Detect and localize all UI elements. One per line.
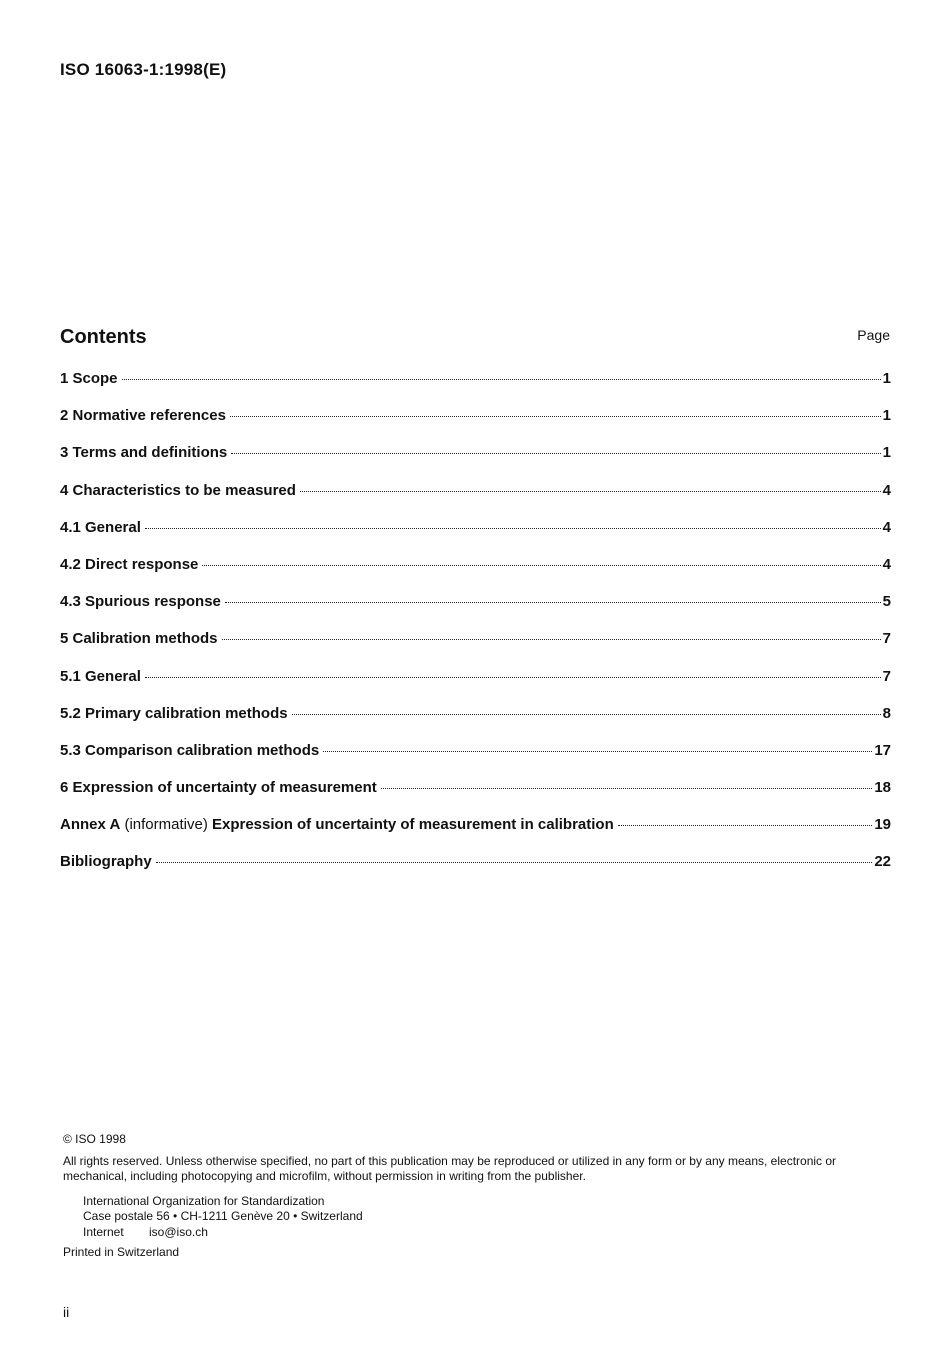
toc-entry-spurious-response[interactable] [60,593,891,630]
toc-entry-title: 5.3 Comparison calibration methods [60,741,320,759]
toc-entry-normative-references[interactable] [60,407,891,444]
toc-entry-page: 5 [882,593,891,611]
toc-entry-page: 19 [874,816,891,834]
toc-entry-direct-response[interactable] [60,556,891,593]
page-column-label: Page [857,327,890,343]
toc-entry-page: 4 [882,555,891,573]
toc-entry-terms-definitions[interactable] [60,444,891,481]
toc-entry-page: 4 [882,481,891,499]
toc-entry-title: Bibliography [60,853,152,871]
copyright-block [63,1132,898,1261]
annex-label: Annex A [60,816,121,834]
toc-entry-calibration-methods[interactable] [60,630,891,667]
dot-leader [381,788,873,789]
dot-leader [230,416,881,417]
dot-leader [300,491,881,492]
toc-entry-page: 1 [882,444,891,462]
organization-postal-address: Case postale 56 • CH-1211 Genève 20 • Switzerland [83,1209,363,1223]
toc-entry-title: 4.1 General [60,518,141,536]
dot-leader [292,714,881,715]
organization-name: International Organization for Standardization [83,1193,325,1208]
toc-entry-title: 5 Calibration methods [60,630,218,648]
document-code: ISO 16063-1:1998(E) [60,60,227,79]
table-of-contents [60,370,891,891]
dot-leader [222,639,881,640]
toc-entry-title: 1 Scope [60,370,118,387]
dot-leader [202,565,880,566]
toc-entry-page: 1 [882,370,891,387]
toc-entry-page: 17 [874,741,891,759]
rights-statement: All rights reserved. Unless otherwise specified, no part of this publication may be reproduced or utilized in any form or by any means, electronic or mechanical, including photocopying and microfilm, without permission in writing from the publisher. [63,1153,837,1183]
toc-entry-title: 5.1 General [60,667,141,685]
toc-entry-page: 4 [882,518,891,536]
toc-entry-title: 4.3 Spurious response [60,593,221,611]
toc-entry-page: 8 [882,704,891,722]
toc-entry-scope[interactable] [60,370,891,407]
dot-leader [156,862,873,863]
toc-entry-comparison-calibration[interactable] [60,742,891,779]
toc-entry-annex-a[interactable] [60,816,891,853]
copyright-notice: © ISO 1998 [63,1132,126,1146]
internet-email: iso@iso.ch [149,1224,208,1239]
toc-entry-title [60,816,614,833]
toc-entry-title: 5.2 Primary calibration methods [60,704,288,722]
toc-entry-page: 1 [882,407,891,425]
toc-entry-title: 4 Characteristics to be measured [60,481,296,499]
toc-entry-5-1-general[interactable] [60,668,891,705]
annex-title: Expression of uncertainty of measurement in calibration [211,816,614,834]
toc-entry-page: 7 [882,630,891,648]
toc-entry-primary-calibration[interactable] [60,705,891,742]
toc-entry-page: 7 [882,667,891,685]
printed-location: Printed in Switzerland [63,1245,180,1259]
dot-leader [225,602,881,603]
organization-internet [83,1225,898,1241]
toc-entry-characteristics[interactable] [60,482,891,519]
dot-leader [145,528,881,529]
contents-title: Contents [60,326,147,348]
toc-entry-title: 4.2 Direct response [60,555,199,573]
toc-entry-title: 2 Normative references [60,407,226,425]
dot-leader [323,751,872,752]
page-number: ii [63,1304,70,1320]
dot-leader [145,677,881,678]
internet-label: Internet [83,1224,124,1239]
toc-entry-bibliography[interactable] [60,853,891,890]
toc-entry-title: 6 Expression of uncertainty of measurement [60,779,377,797]
dot-leader [231,453,880,454]
dot-leader [618,825,873,826]
toc-entry-title: 3 Terms and definitions [60,444,228,462]
toc-entry-page: 18 [874,779,891,797]
toc-entry-uncertainty[interactable] [60,779,891,816]
toc-entry-4-1-general[interactable] [60,519,891,556]
dot-leader [122,379,881,380]
annex-type: (informative) [120,816,212,834]
organization-address [83,1194,898,1241]
toc-entry-page: 22 [874,853,891,871]
